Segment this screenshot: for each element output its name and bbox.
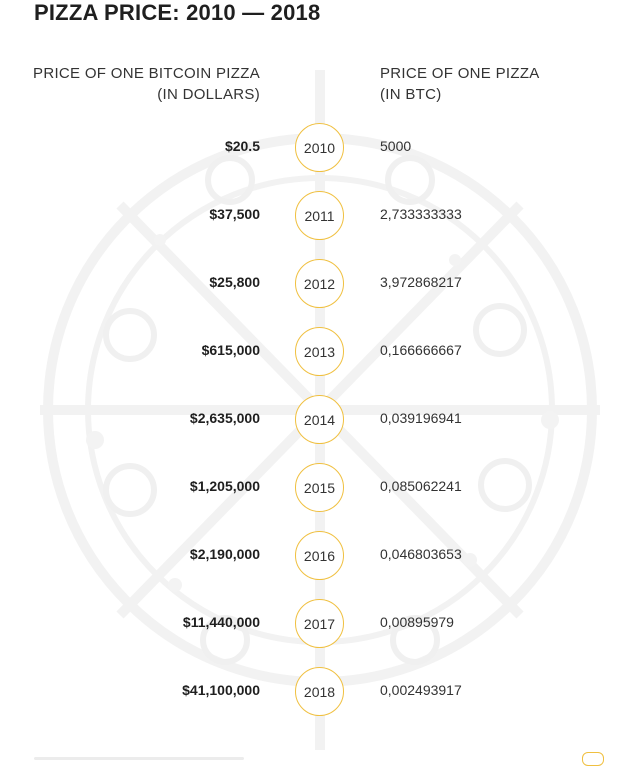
table-row bbox=[0, 463, 640, 513]
btc-column-header bbox=[380, 63, 600, 105]
year-badge: 2010 bbox=[295, 123, 344, 172]
year-badge: 2011 bbox=[295, 191, 344, 240]
usd-price-value: $615,000 bbox=[201, 342, 260, 358]
btc-header-line2: (IN BTC) bbox=[380, 86, 442, 103]
btc-price-value: 5000 bbox=[380, 138, 412, 154]
year-badge: 2016 bbox=[295, 531, 344, 580]
year-badge: 2015 bbox=[295, 463, 344, 512]
year-badge: 2013 bbox=[295, 327, 344, 376]
table-row bbox=[0, 123, 640, 173]
usd-price-value: $1,205,000 bbox=[189, 478, 260, 494]
year-badge: 2018 bbox=[295, 667, 344, 716]
usd-price-value: $2,635,000 bbox=[189, 410, 260, 426]
table-row bbox=[0, 599, 640, 649]
usd-price-value: $20.5 bbox=[224, 138, 260, 154]
chart-title: PIZZA PRICE: 2010 — 2018 bbox=[34, 0, 321, 25]
btc-header-line1: PRICE OF ONE PIZZA bbox=[380, 65, 540, 82]
year-badge: 2014 bbox=[295, 395, 344, 444]
usd-price-value: $2,190,000 bbox=[189, 546, 260, 562]
btc-price-value: 0,039196941 bbox=[380, 410, 462, 426]
year-badge: 2012 bbox=[295, 259, 344, 308]
table-row bbox=[0, 327, 640, 377]
year-badge: 2017 bbox=[295, 599, 344, 648]
source-footnote-faint bbox=[34, 757, 244, 760]
btc-price-value: 3,972868217 bbox=[380, 274, 462, 290]
usd-price-value: $37,500 bbox=[209, 206, 260, 222]
usd-header-line1: PRICE OF ONE BITCOIN PIZZA bbox=[33, 65, 260, 82]
usd-column-header bbox=[20, 63, 260, 105]
table-row bbox=[0, 667, 640, 717]
btc-price-value: 2,733333333 bbox=[380, 206, 462, 222]
usd-price-value: $41,100,000 bbox=[182, 682, 260, 698]
btc-price-value: 0,166666667 bbox=[380, 342, 462, 358]
usd-price-value: $25,800 bbox=[209, 274, 260, 290]
usd-price-value: $11,440,000 bbox=[182, 614, 260, 630]
table-row bbox=[0, 259, 640, 309]
table-row bbox=[0, 191, 640, 241]
btc-price-value: 0,002493917 bbox=[380, 682, 462, 698]
usd-header-line2: (IN DOLLARS) bbox=[157, 86, 260, 103]
table-row bbox=[0, 395, 640, 445]
btc-price-value: 0,00895979 bbox=[380, 614, 454, 630]
btc-price-value: 0,085062241 bbox=[380, 478, 462, 494]
table-row bbox=[0, 531, 640, 581]
btc-price-value: 0,046803653 bbox=[380, 546, 462, 562]
